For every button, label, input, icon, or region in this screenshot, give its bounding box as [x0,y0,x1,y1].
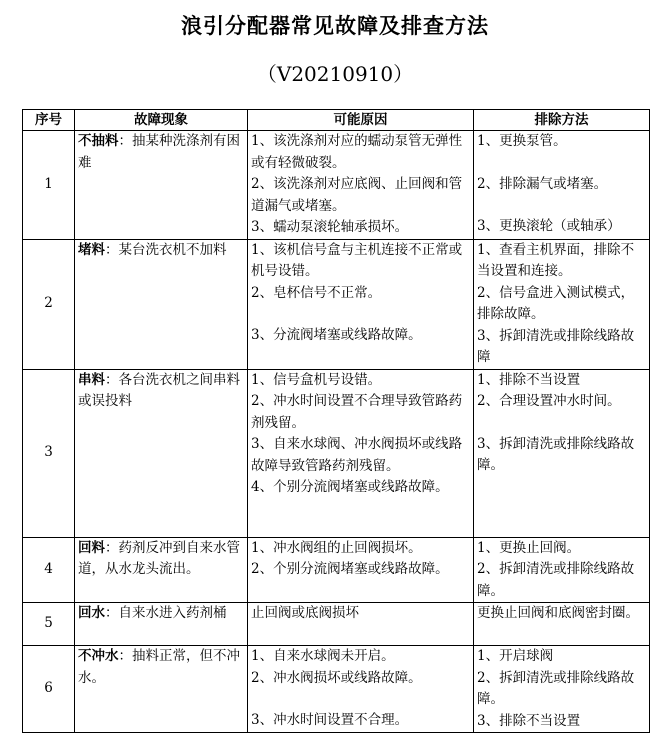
cause-line: 1、信号盒机号设错。 [251,371,382,388]
fix-gap [477,413,646,434]
fix-cell [474,369,650,537]
fix-line: 2、拆卸清洗或排除线路故障。 [477,561,635,599]
document-title: 浪引分配器常见故障及排查方法 [181,14,489,38]
cause-line: 止回阀或底阀损坏 [251,605,359,621]
symptom-keyword: 回水 [78,605,105,621]
version-label: （V20210910） [256,62,414,86]
cause-line: 2、皂杯信号不正常。 [251,284,382,301]
table-row [23,603,650,646]
row-number: 6 [23,646,75,733]
fix-cell [474,646,650,733]
fix-line: 1、查看主机界面，排除不当设置和连接。 [477,241,635,279]
fix-line: 3、拆卸清洗或排除线路故障 [477,327,635,365]
fix-line: 2、拆卸清洗或排除线路故障。 [477,669,635,707]
cause-gap [251,689,470,710]
fix-line: 1、排除不当设置 [477,371,581,388]
fix-gap [477,195,646,216]
header-symptom: 故障现象 [75,110,248,131]
symptom-desc: ：药剂反冲到自来水管道，从水龙头流出。 [78,539,240,577]
cause-cell [248,603,474,646]
cause-line: 2、冲水阀损坏或线路故障。 [251,669,422,686]
troubleshooting-table [22,109,650,733]
header-cause: 可能原因 [248,110,474,131]
symptom-cell [75,603,248,646]
fix-line: 3、排除不当设置 [477,712,581,729]
cause-cell [248,369,474,537]
table-header-row [23,110,650,131]
fix-line: 1、更换止回阀。 [477,539,581,556]
fix-cell [474,239,650,369]
cause-line: 2、冲水时间设置不合理导致管路药剂残留。 [251,393,463,431]
symptom-desc: ：某台洗衣机不加料 [105,241,227,258]
cause-line: 1、该洗涤剂对应的蠕动泵管无弹性或有轻微破裂。 [251,133,463,171]
symptom-keyword: 堵料 [78,241,105,258]
fix-cell [474,603,650,646]
symptom-desc: ：抽料正常，但不冲水。 [78,648,240,686]
fix-line: 2、信号盒进入测试模式，排除故障。 [477,284,635,322]
symptom-keyword: 回料 [78,539,105,556]
cause-cell [248,537,474,603]
row-number: 5 [23,603,75,646]
symptom-keyword: 不抽料 [78,133,119,149]
cause-gap [251,304,470,325]
table-row [23,239,650,369]
symptom-cell [75,369,248,537]
cause-line: 1、冲水阀组的止回阀损坏。 [251,539,422,556]
header-fix: 排除方法 [474,110,650,131]
cause-line: 2、个别分流阀堵塞或线路故障。 [251,561,449,577]
fix-cell [474,131,650,240]
fix-line: 2、合理设置冲水时间。 [477,393,621,409]
fix-line: 3、更换滚轮（或轴承） [477,218,621,234]
table-row [23,131,650,240]
symptom-desc: ：自来水进入药剂桶 [105,605,227,621]
symptom-desc: ：抽某种洗涤剂有困难 [78,133,240,171]
row-number: 4 [23,537,75,603]
symptom-keyword: 不冲水 [78,648,119,664]
row-number: 3 [23,369,75,537]
fix-line: 2、排除漏气或堵塞。 [477,175,608,192]
cause-cell [248,646,474,733]
symptom-cell [75,537,248,603]
cause-line: 1、自来水球阀未开启。 [251,648,395,664]
cause-line: 3、自来水球阀、冲水阀损坏或线路故障导致管路药剂残留。 [251,436,463,474]
fix-gap [477,153,646,174]
symptom-keyword: 串料 [78,371,105,388]
symptom-desc: ：各台洗衣机之间串料或误投料 [78,371,240,409]
cause-cell [248,239,474,369]
cause-line: 3、冲水时间设置不合理。 [251,712,409,728]
fix-line: 1、开启球阀 [477,648,554,664]
row-number: 1 [23,131,75,240]
table-row [23,537,650,603]
table-row [23,369,650,537]
symptom-cell [75,239,248,369]
cause-line: 2、该洗涤剂对应底阀、止回阀和管道漏气或堵塞。 [251,176,463,214]
symptom-cell [75,646,248,733]
row-number: 2 [23,239,75,369]
cause-cell [248,131,474,240]
header-no: 序号 [23,110,75,131]
fix-cell [474,537,650,603]
fix-line: 3、拆卸清洗或排除线路故障。 [477,435,635,473]
cause-line: 3、蠕动泵滚轮轴承损坏。 [251,219,409,235]
cause-line: 1、该机信号盒与主机连接不正常或机号设错。 [251,241,463,279]
fix-line: 1、更换泵管。 [477,133,567,149]
symptom-cell [75,131,248,240]
table-row [23,646,650,733]
cause-line: 4、个别分流阀堵塞或线路故障。 [251,479,449,495]
fix-line: 更换止回阀和底阀密封圈。 [477,605,639,621]
cause-line: 3、分流阀堵塞或线路故障。 [251,327,422,343]
